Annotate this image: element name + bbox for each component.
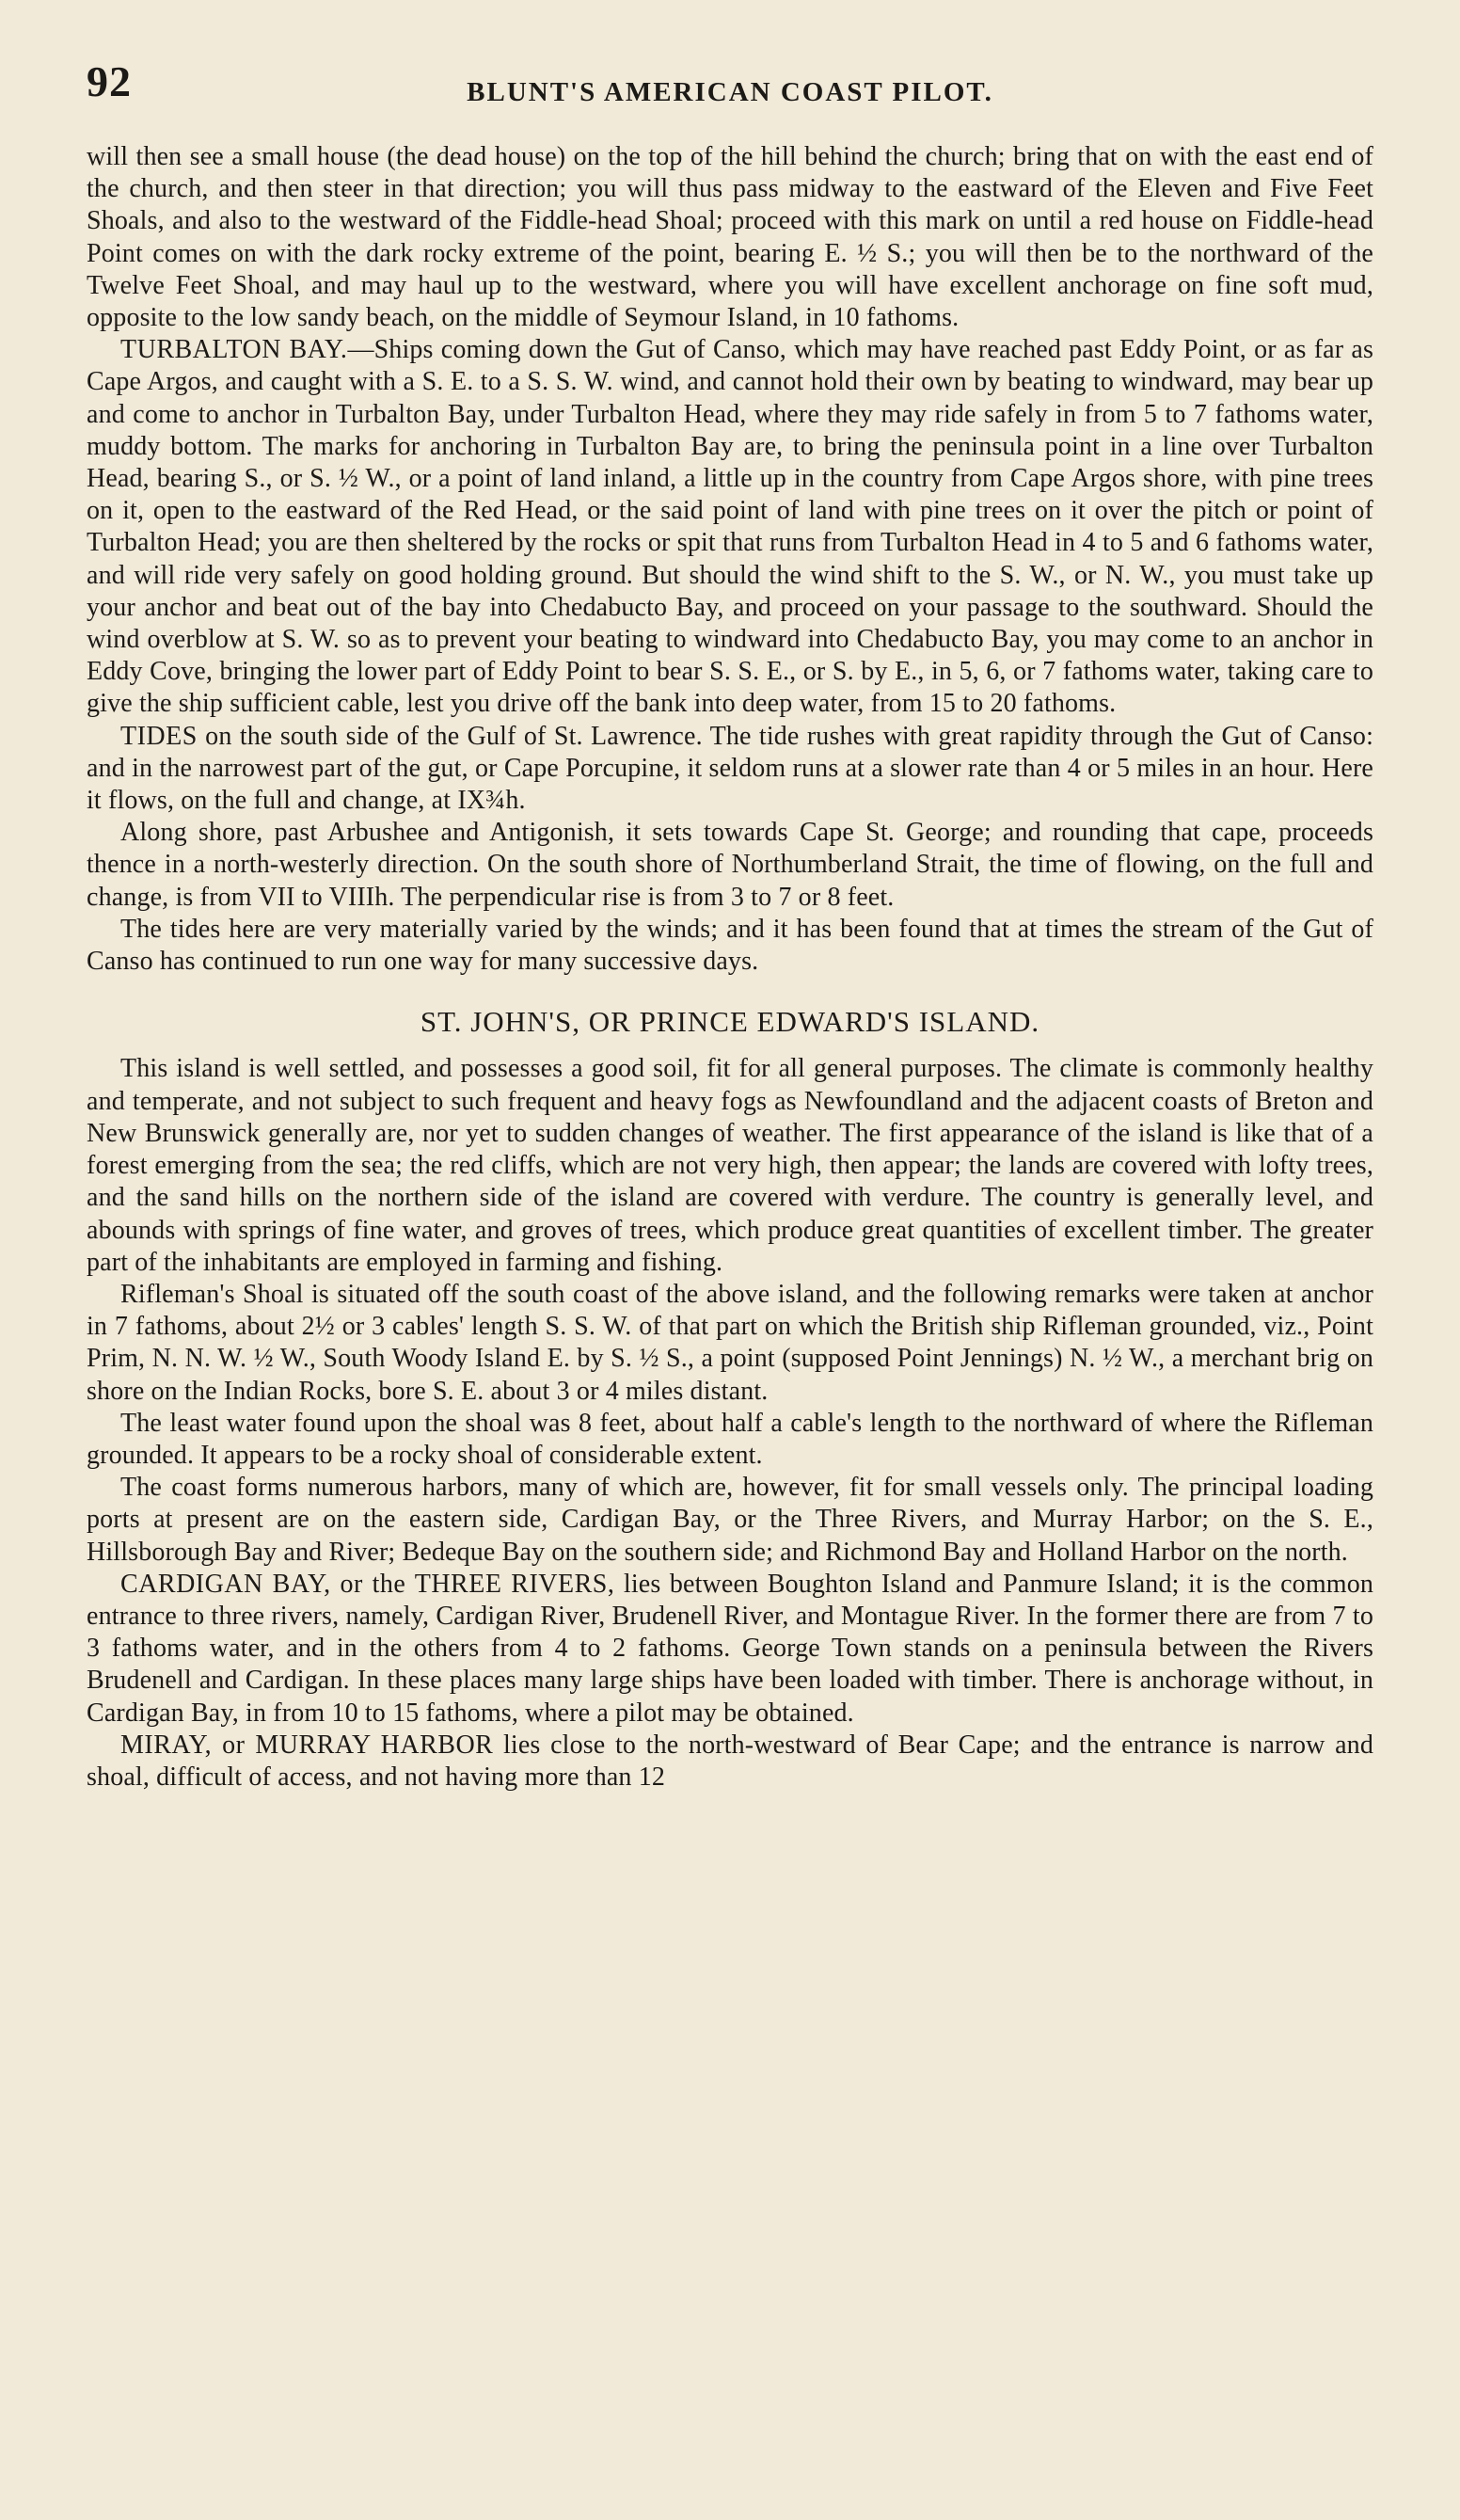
paragraph-cardigan-bay: [87, 1569, 1373, 1730]
paragraph-least-water: The least water found upon the shoal was 8 feet, about half a cable's length to the northward of where the Rifleman grounded. It appears to be a rocky shoal of considerable extent.: [87, 1408, 1373, 1470]
turbalton-bay-heading: TURBALTON BAY.: [120, 335, 348, 365]
paragraph-turbalton-bay: [87, 334, 1373, 720]
page-number: 92: [87, 57, 132, 105]
page-body: [87, 141, 1373, 1794]
paragraph-dead-house: will then see a small house (the dead house) on the top of the hill behind the church; bring that on with the east end of the church, and then steer in that direction; you will thus pass midway to the eastward of the Eleven and Five Feet Shoals, and also to the westward of the Fiddle-head Shoal; proceed with this mark on until a red house on Fiddle-head Point comes on with the dark rocky extreme of the point, bearing E. ½ S.; you will then be to the northward of the Twelve Feet Shoal, and may haul up to the westward, where you will have excellent anchorage on fine soft mud, opposite to the low sandy beach, on the middle of Seymour Island, in 10 fathoms.: [87, 142, 1373, 333]
paragraph-riflemans-shoal: Rifleman's Shoal is situated off the south coast of the above island, and the following remarks were taken at anchor in 7 fathoms, about 2½ or 3 cables' length S. S. W. of that part on which the British ship Rifleman grounded, viz., Point Prim, N. N. W. ½ W., South Woody Island E. by S. ½ S., a point (supposed Point Jennings) N. ½ W., a merchant brig on shore on the Indian Rocks, bore S. E. about 3 or 4 miles distant.: [87, 1279, 1373, 1406]
tides-heading: TIDES: [120, 721, 198, 751]
book-page: [87, 55, 1373, 2501]
paragraph-harbors: The coast forms numerous harbors, many of which are, however, fit for small vessels only. The principal loading ports at present are on the eastern side, Cardigan Bay, or the Three Rivers, and Murray Harbor; on the S. E., Hillsborough Bay and River; Bedeque Bay on the southern side; and Richmond Bay and Holland Harbor on the north.: [87, 1473, 1373, 1567]
paragraph-tides-winds: The tides here are very materially varied by the winds; and it has been found that at times the stream of the Gut of Canso has continued to run one way for many successive days.: [87, 914, 1373, 977]
cardigan-bay-heading: CARDIGAN BAY, or the THREE RIVERS,: [120, 1569, 615, 1599]
tides-text: on the south side of the Gulf of St. Lawrence. The tide rushes with great rapidity through the Gut of Canso: and in the narrowest part of the gut, or Cape Porcupine, it seldom runs at a slower rate than 4 or 5 miles in an hour. Here it flows, on the full and change, at IX¾h.: [87, 721, 1373, 816]
murray-harbor-text: lies close to the north-westward of Bear Cape; and the entrance is narrow and shoal, difficult of access, and not having more than 12: [87, 1730, 1373, 1792]
murray-harbor-heading: MIRAY, or MURRAY HARBOR: [120, 1730, 494, 1760]
paragraph-island-description: This island is well settled, and possesses a good soil, fit for all general purposes. The climate is commonly healthy and temperate, and not subject to such frequent and heavy fogs as Newfoundland and the adjacent coasts of Breton and New Brunswick generally are, nor yet to sudden changes of weather. The first appearance of the island is like that of a forest emerging from the sea; the red cliffs, which are not very high, then appear; the lands are covered with lofty trees, and the sand hills on the northern side of the island are covered with verdure. The country is generally level, and abounds with springs of fine water, and groves of trees, which produce great quantities of excellent timber. The greater part of the inhabitants are employed in farming and fishing.: [87, 1054, 1373, 1277]
paragraph-tides: [87, 721, 1373, 818]
turbalton-bay-text: —Ships coming down the Gut of Canso, which may have reached past Eddy Point, or as far as Cape Argos, and caught with a S. E. to a S. S. W. wind, and cannot hold their own by beating to windward, may bear up and come to anchor in Turbalton Bay, under Turbalton Head, where they may ride safely in from 5 to 7 fathoms water, muddy bottom. The marks for anchoring in Turbalton Bay are, to bring the peninsula point in a line over Turbalton Head, bearing S., or S. ½ W., or a point of land inland, a little up in the country from Cape Argos shore, with pine trees on it, open to the eastward of the Red Head, or the said point of land with pine trees on it over the pitch or point of Turbalton Head; you are then sheltered by the rocks or spit that runs from Turbalton Head in 4 to 5 and 6 fathoms water, and will ride very safely on good holding ground. But should the wind shift to the S. W., or N. W., you must take up your anchor and beat out of the bay into Chedabucto Bay, and proceed on your passage to the southward. Should the wind overblow at S. W. so as to prevent your beating to windward into Chedabucto Bay, you may come to an anchor in Eddy Cove, bringing the lower part of Eddy Point to bear S. S. E., or S. by E., in 5, 6, or 7 fathoms water, taking care to give the ship sufficient cable, lest you drive off the bank into deep water, from 15 to 20 fathoms.: [87, 335, 1373, 719]
page-header: [87, 55, 1373, 141]
running-head: BLUNT'S AMERICAN COAST PILOT.: [467, 77, 993, 107]
paragraph-along-shore: Along shore, past Arbushee and Antigonish, it sets towards Cape St. George; and rounding that cape, proceeds thence in a north-westerly direction. On the south shore of Northumberland Strait, the time of flowing, on the full and change, is from VII to VIIIh. The perpendicular rise is from 3 to 7 or 8 feet.: [87, 818, 1373, 912]
paragraph-murray-harbor: [87, 1730, 1373, 1794]
section-heading: ST. JOHN'S, OR PRINCE EDWARD'S ISLAND.: [420, 1005, 1040, 1039]
cardigan-bay-text: lies between Boughton Island and Panmure Island; it is the common entrance to three rivers, namely, Cardigan River, Brudenell River, and Montague River. In the former there are from 7 to 3 fathoms water, and in the others from 4 to 2 fathoms. George Town stands on a peninsula between the Rivers Brudenell and Cardigan. In these places many large ships have been loaded with timber. There is anchorage without, in Cardigan Bay, in from 10 to 15 fathoms, where a pilot may be obtained.: [87, 1569, 1373, 1728]
